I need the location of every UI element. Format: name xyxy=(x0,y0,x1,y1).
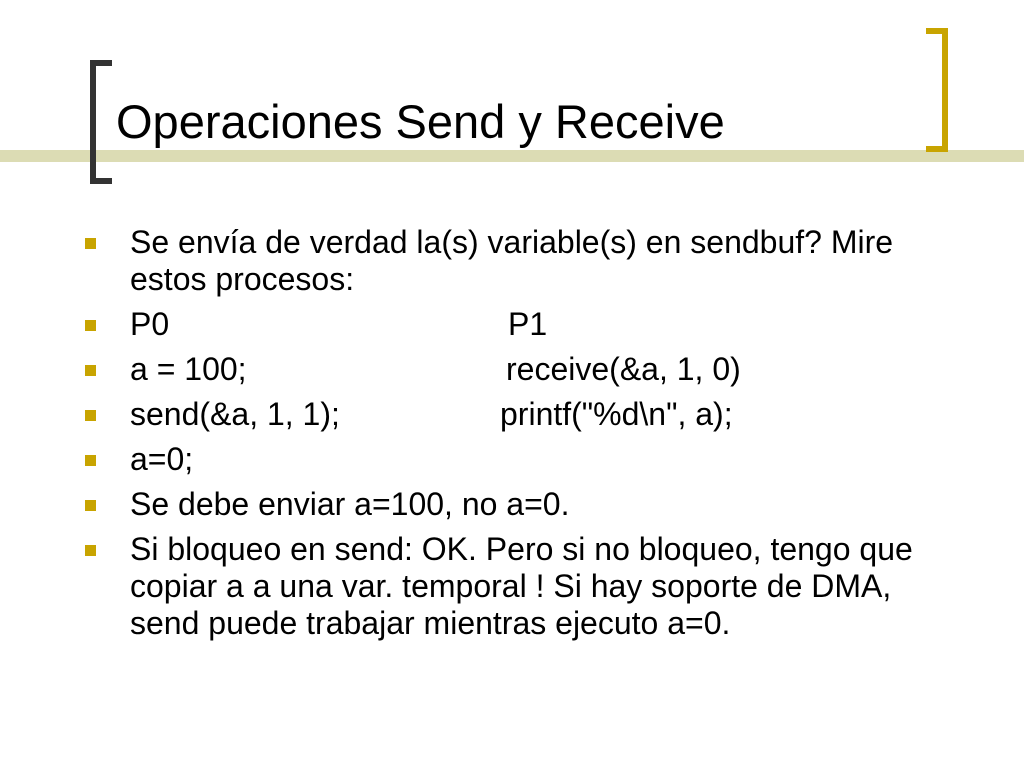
left-bracket-icon xyxy=(90,60,114,184)
bullet-list xyxy=(80,224,960,650)
square-bullet-icon xyxy=(85,365,96,376)
bullet-left-text: P0 xyxy=(130,306,170,342)
bullet-item xyxy=(80,306,960,343)
square-bullet-icon xyxy=(85,410,96,421)
bullet-item xyxy=(80,441,960,478)
square-bullet-icon xyxy=(85,545,96,556)
bullet-item xyxy=(80,351,960,388)
square-bullet-icon xyxy=(85,320,96,331)
bullet-right-text: printf("%d\n", a); xyxy=(500,396,733,432)
bullet-text: Si bloqueo en send: OK. Pero si no bloqueo, tengo que copiar a a una var. temporal ! Si hay soporte de DMA, send puede trabajar mientras ejecuto a=0. xyxy=(130,531,913,641)
bullet-right-text: P1 xyxy=(508,306,548,342)
square-bullet-icon xyxy=(85,455,96,466)
bullet-text: Se envía de verdad la(s) variable(s) en sendbuf? Mire estos procesos: xyxy=(130,224,894,297)
bullet-item xyxy=(80,396,960,433)
bullet-right-text: receive(&a, 1, 0) xyxy=(506,351,741,387)
bullet-text: a=0; xyxy=(130,441,194,477)
bullet-text: Se debe enviar a=100, no a=0. xyxy=(130,486,570,522)
bullet-item xyxy=(80,486,960,523)
bullet-left-text: a = 100; xyxy=(130,351,247,387)
bullet-item xyxy=(80,531,960,642)
title-stripe xyxy=(0,150,1024,162)
square-bullet-icon xyxy=(85,500,96,511)
bullet-left-text: send(&a, 1, 1); xyxy=(130,396,340,432)
square-bullet-icon xyxy=(85,238,96,249)
right-bracket-icon xyxy=(924,28,948,152)
bullet-item xyxy=(80,224,960,298)
slide-title: Operaciones Send y Receive xyxy=(116,95,725,148)
